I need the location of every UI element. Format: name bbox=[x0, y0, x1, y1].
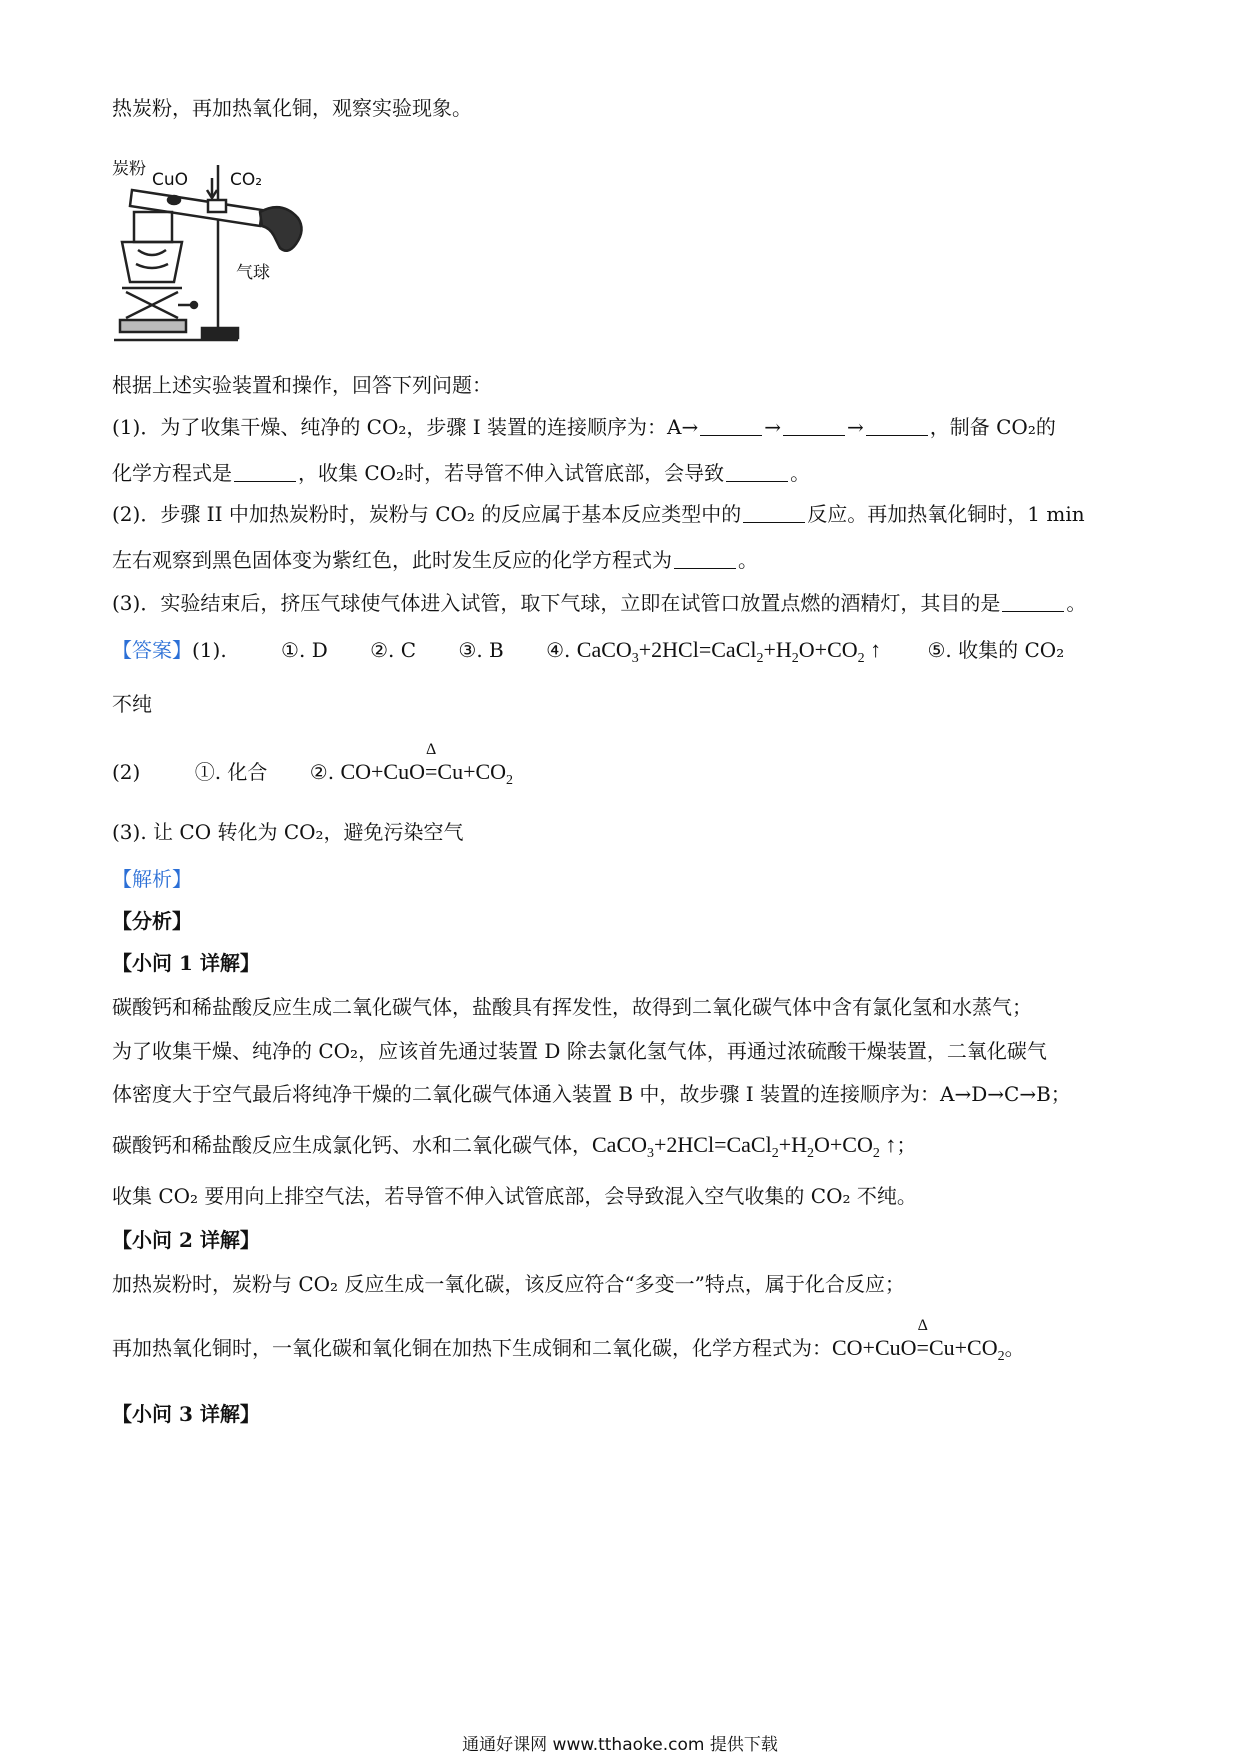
q1-text-c: 化学方程式是 bbox=[112, 461, 232, 485]
sub-question-2-heading: 【小问 2 详解】 bbox=[112, 1228, 260, 1252]
analysis-paragraph-3: 体密度大于空气最后将纯净干燥的二氧化碳气体通入装置 B 中，故步骤 I 装置的连接顺序为：A→D→C→B； bbox=[112, 1082, 1071, 1106]
blank bbox=[743, 504, 805, 523]
blank bbox=[234, 463, 296, 482]
answer-tag: 【答案】 bbox=[112, 638, 192, 662]
answer-3: (3). 让 CO 转化为 CO₂，避免污染空气 bbox=[112, 820, 464, 844]
equation-co-cuo: CO+CuO Δ $=Cu+CO_2$ bbox=[340, 741, 514, 788]
q2-text-c: 左右观察到黑色固体变为紫红色，此时发生反应的化学方程式为 bbox=[112, 548, 672, 572]
answer-1-tail: 不纯 bbox=[112, 692, 152, 716]
answer-2-part-1: ①. 化合 bbox=[194, 760, 268, 784]
q2-text-a: (2)．步骤 II 中加热炭粉时，炭粉与 CO₂ 的反应属于基本反应类型中的 bbox=[112, 502, 742, 526]
blank bbox=[1002, 593, 1064, 612]
q1-text-a: (1)．为了收集干燥、纯净的 CO₂，步骤 I 装置的连接顺序为：A→ bbox=[112, 415, 699, 439]
sub-question-1-heading: 【小问 1 详解】 bbox=[112, 951, 260, 975]
answer-1-part-5: ⑤. 收集的 CO₂ bbox=[927, 638, 1065, 662]
analysis-paragraph-6: 加热炭粉时，炭粉与 CO₂ 反应生成一氧化碳，该反应符合“多变一”特点，属于化合反应； bbox=[112, 1272, 905, 1296]
answer-2-number: (2) bbox=[112, 760, 141, 784]
answer-line-2 bbox=[112, 741, 514, 795]
equation-co-cuo-analysis: CO+CuO Δ $=Cu+CO_2$ bbox=[832, 1317, 1005, 1364]
question-2-line-2 bbox=[112, 546, 758, 574]
footer-watermark: 通通好课网 www.tthaoke.com 提供下载 bbox=[462, 1735, 778, 1755]
blank bbox=[700, 417, 762, 436]
q2-text-b: 反应。再加热氧化铜时，1 min bbox=[807, 502, 1085, 526]
question-2-line-1 bbox=[112, 500, 1085, 528]
analysis-heading: 【分析】 bbox=[112, 909, 192, 933]
blank bbox=[783, 417, 845, 436]
blank bbox=[674, 550, 736, 569]
answer-1-number: (1). bbox=[192, 638, 227, 662]
label-carbon: 炭粉 bbox=[112, 160, 146, 179]
equation-caco3: $CaCO_3+2HCl=CaCl_2+H_2O+CO_2$ ↑ bbox=[576, 637, 882, 666]
q2-text-d: 。 bbox=[738, 548, 758, 572]
analysis-paragraph-7: 再加热氧化铜时，一氧化碳和氧化铜在加热下生成铜和二氧化碳，化学方程式为：CO+CuO Δ $=Cu+CO_2$。 bbox=[112, 1317, 1025, 1364]
experiment-apparatus-figure bbox=[112, 160, 312, 345]
answer-2-part-2: ②. bbox=[309, 760, 335, 784]
analysis-paragraph-5: 收集 CO₂ 要用向上排空气法，若导管不伸入试管底部，会导致混入空气收集的 CO₂ 不纯。 bbox=[112, 1184, 917, 1208]
blank bbox=[866, 417, 928, 436]
intro-text: 热炭粉，再加热氧化铜，观察实验现象。 bbox=[112, 96, 472, 120]
answer-1-part-1: ①. D bbox=[281, 638, 328, 662]
analysis-paragraph-2: 为了收集干燥、纯净的 CO₂，应该首先通过装置 D 除去氯化氢气体，再通过浓硫酸干燥装置，二氧化碳气 bbox=[112, 1039, 1047, 1063]
blank bbox=[726, 463, 788, 482]
question-1-line-2 bbox=[112, 459, 810, 487]
analysis-paragraph-4-text: 碳酸钙和稀盐酸反应生成氯化钙、水和二氧化碳气体， bbox=[112, 1133, 592, 1157]
questions-lead: 根据上述实验装置和操作，回答下列问题： bbox=[112, 373, 492, 397]
equation-caco3-analysis: $CaCO_3+2HCl=CaCl_2+H_2O+CO_2$ ↑ bbox=[592, 1132, 897, 1161]
sub-question-3-heading: 【小问 3 详解】 bbox=[112, 1402, 260, 1426]
q1-text-b: ，制备 CO₂的 bbox=[929, 415, 1056, 439]
answer-line-1 bbox=[112, 636, 1064, 673]
q3-text-b: 。 bbox=[1066, 591, 1087, 615]
answer-1-part-3: ③. B bbox=[458, 638, 504, 662]
label-co2: CO₂ bbox=[230, 170, 263, 190]
q1-text-d: ，收集 CO₂时，若导管不伸入试管底部，会导致 bbox=[298, 461, 725, 485]
question-3 bbox=[112, 589, 1086, 617]
analysis-paragraph-7-text: 再加热氧化铜时，一氧化碳和氧化铜在加热下生成铜和二氧化碳，化学方程式为： bbox=[112, 1336, 832, 1360]
label-cuo: CuO bbox=[152, 170, 189, 190]
q3-text-a: (3)．实验结束后，挤压气球使气体进入试管，取下气球，立即在试管口放置点燃的酒精灯，其目的是 bbox=[112, 591, 1001, 615]
analysis-paragraph-1: 碳酸钙和稀盐酸反应生成二氧化碳气体，盐酸具有挥发性，故得到二氧化碳气体中含有氯化氢和水蒸气； bbox=[112, 995, 1032, 1019]
analysis-paragraph-4: 碳酸钙和稀盐酸反应生成氯化钙、水和二氧化碳气体，$CaCO_3+2HCl=CaCl_2+H_2O+CO_2$ ↑； bbox=[112, 1132, 917, 1161]
answer-1-part-2: ②. C bbox=[370, 638, 417, 662]
analysis-tag: 【解析】 bbox=[112, 867, 192, 891]
question-1-line-1: (1)．为了收集干燥、纯净的 CO₂，步骤 I 装置的连接顺序为：A→ → → ，制备 CO₂的 bbox=[112, 415, 1056, 439]
answer-1-part-4: ④. bbox=[546, 638, 571, 662]
q1-text-e: 。 bbox=[790, 461, 811, 485]
label-balloon: 气球 bbox=[236, 263, 270, 283]
